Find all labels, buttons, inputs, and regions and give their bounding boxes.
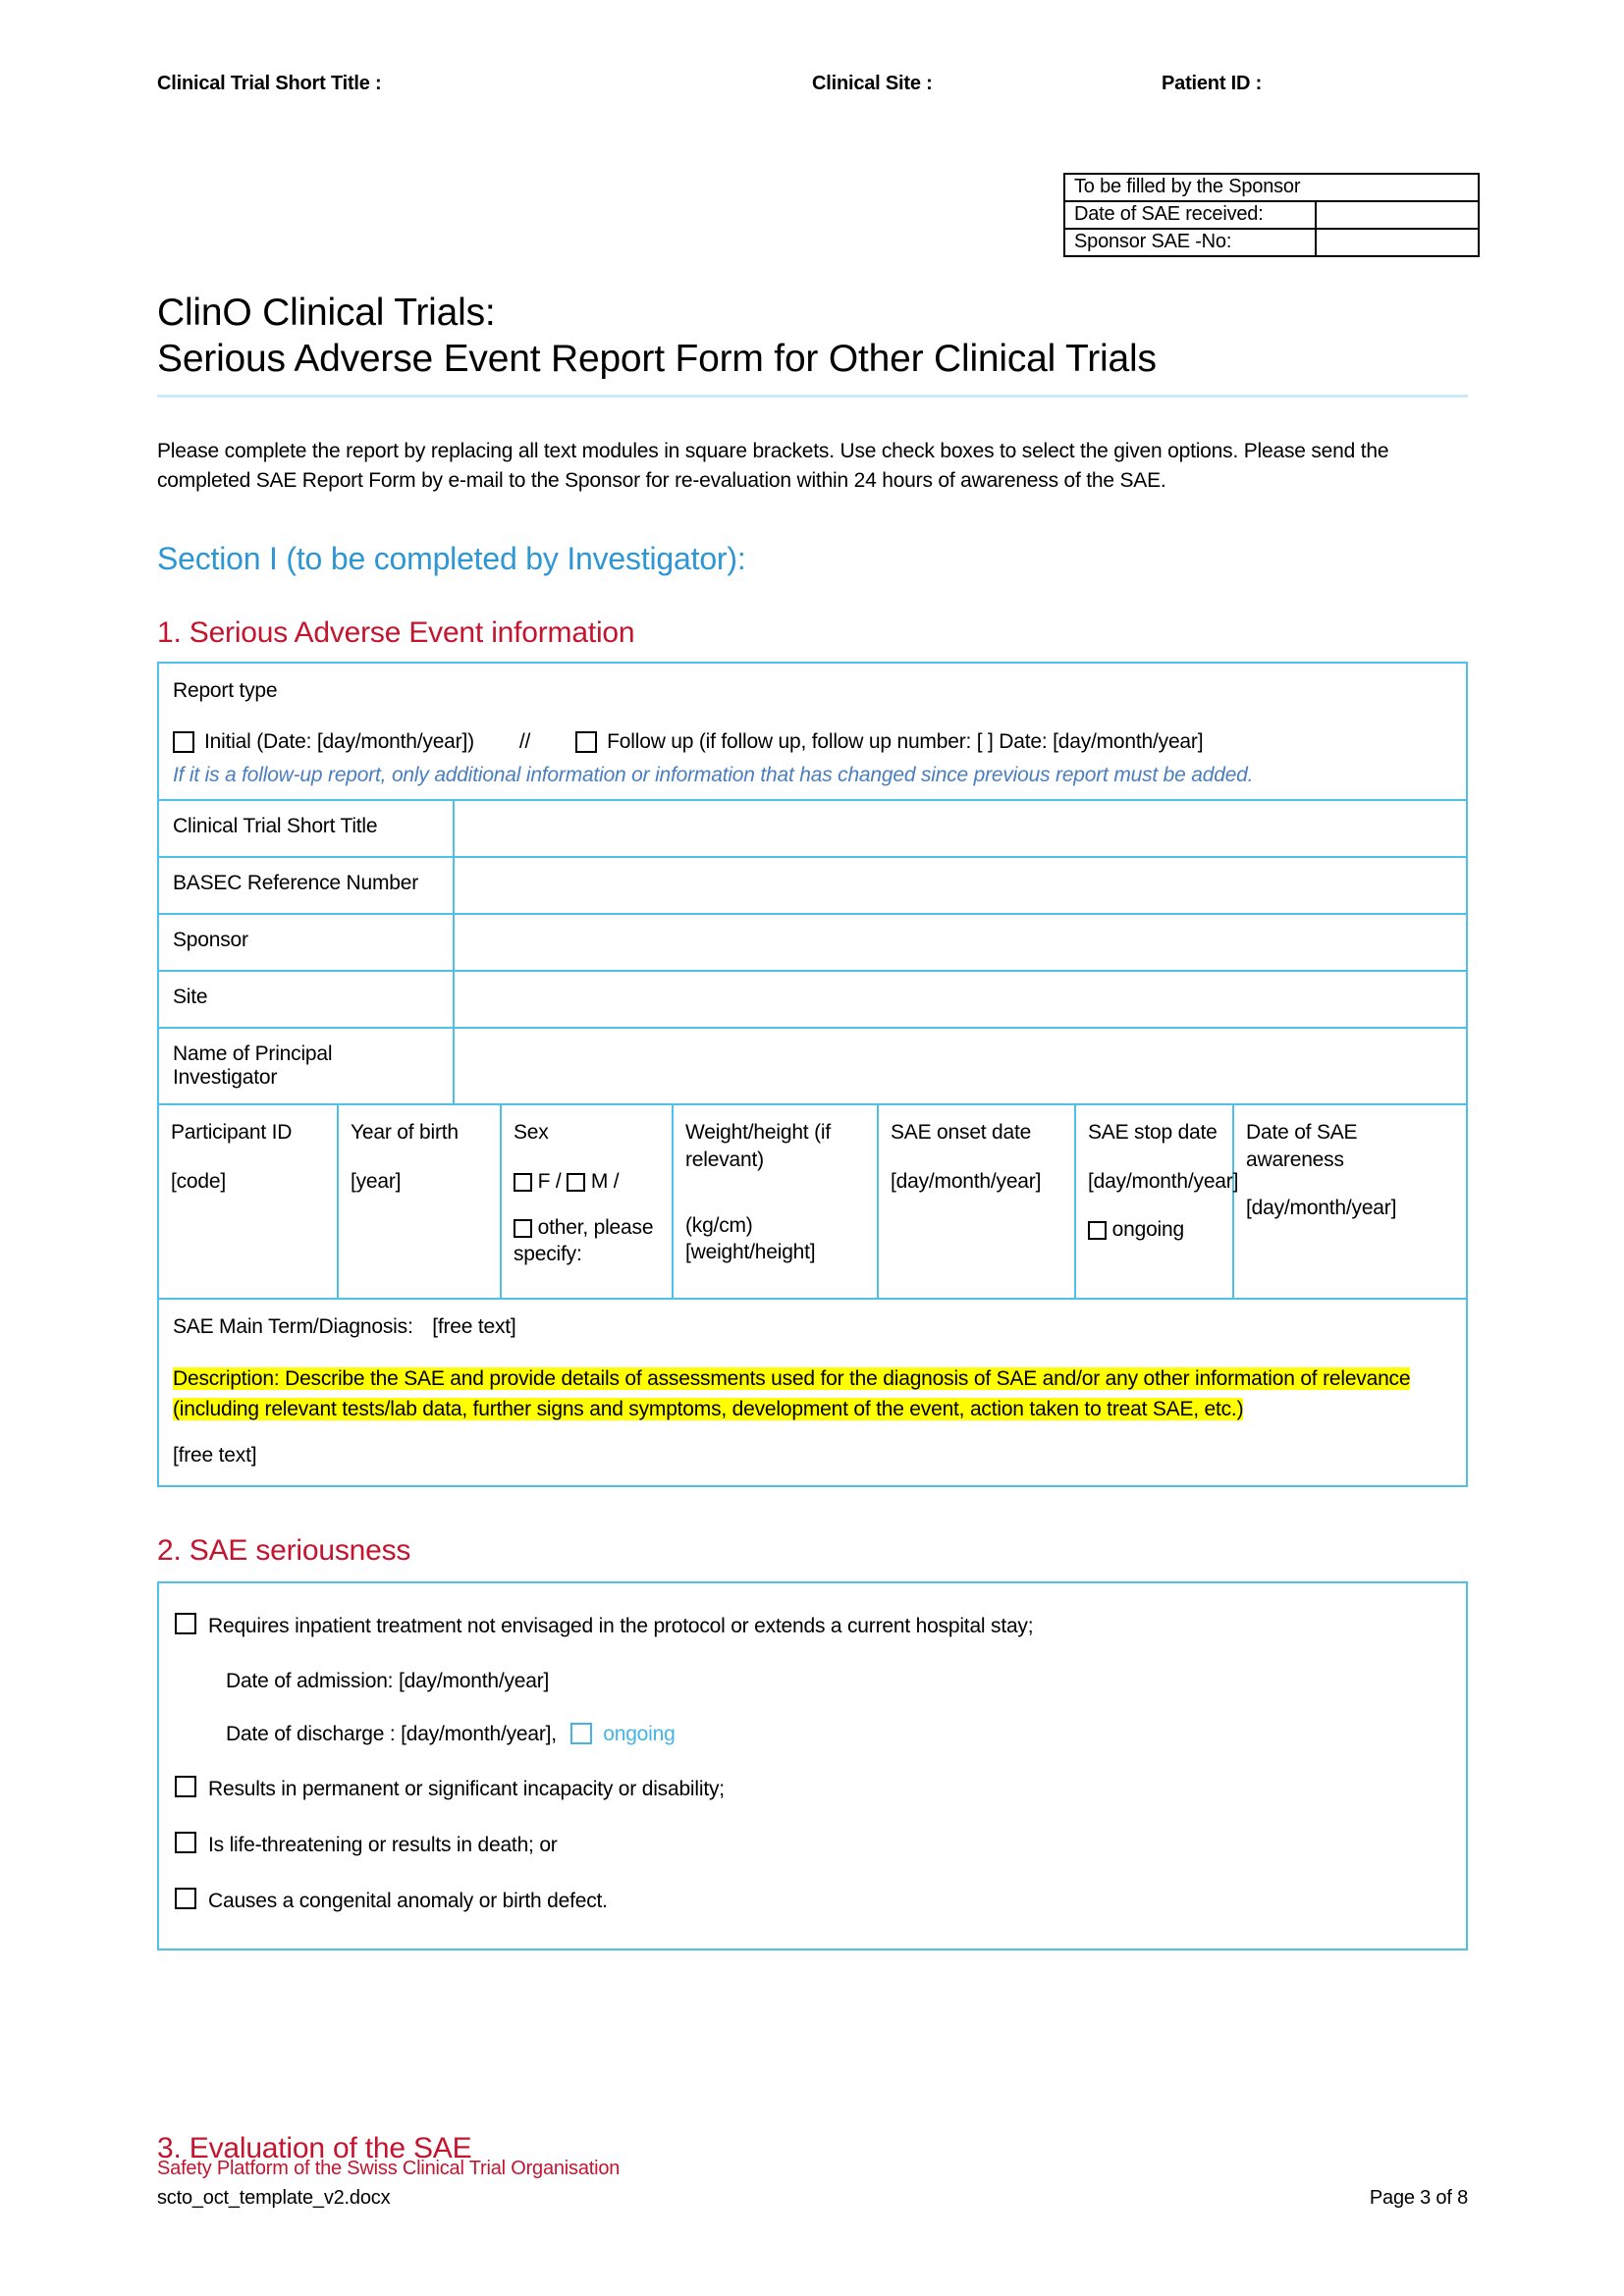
sponsor-sae-no-label: Sponsor SAE -No: bbox=[1064, 229, 1316, 256]
sae-description-highlight: Description: Describe the SAE and provide details of assessments used for the diagnosis of SAE and/or any other information of relevance (including relevant tests/lab data, further signs and symptoms, development of the event, action taken to treat SAE, etc.) bbox=[173, 1367, 1411, 1420]
title-line-1: ClinO Clinical Trials: bbox=[157, 292, 496, 334]
sponsor-field[interactable] bbox=[455, 915, 1466, 970]
participant-details-row bbox=[159, 1103, 1466, 1298]
basec-reference-number-field[interactable] bbox=[455, 858, 1466, 913]
sae-onset-date-cell bbox=[879, 1105, 1076, 1298]
seriousness-option-life-threatening bbox=[175, 1832, 1450, 1858]
congenital-label: Causes a congenital anomaly or birth defect. bbox=[208, 1890, 608, 1913]
discharge-date-label: Date of discharge : [day/month/year], bbox=[226, 1722, 557, 1745]
sex-f-checkbox[interactable] bbox=[514, 1173, 532, 1192]
page-footer bbox=[157, 2158, 1468, 2210]
sae-onset-date-field[interactable]: [day/month/year] bbox=[891, 1169, 1042, 1193]
table-row bbox=[159, 913, 1466, 970]
sae-information-table bbox=[157, 662, 1468, 1487]
initial-option-label: Initial (Date: [day/month/year]) bbox=[204, 730, 474, 754]
discharge-ongoing-checkbox[interactable] bbox=[570, 1723, 592, 1744]
title-line-2: Serious Adverse Event Report Form for Other Clinical Trials bbox=[157, 337, 1157, 380]
heading-sae-seriousness: 2. SAE seriousness bbox=[157, 1534, 411, 1568]
footer-filename: scto_oct_template_v2.docx bbox=[157, 2187, 391, 2209]
congenital-checkbox[interactable] bbox=[175, 1888, 196, 1909]
admission-date-line: Date of admission: [day/month/year] bbox=[226, 1669, 550, 1692]
trial-short-title-label: Clinical Trial Short Title : bbox=[157, 73, 382, 94]
sae-awareness-date-cell bbox=[1234, 1105, 1466, 1298]
year-of-birth-label: Year of birth bbox=[351, 1121, 459, 1145]
intro-paragraph: Please complete the report by replacing all text modules in square brackets. Use check boxes to select the given options. Please send the completed SAE Report Form by e-mail to the Sponsor for re-evaluation within 24 hours of awareness of the SAE. bbox=[157, 439, 1389, 493]
table-row bbox=[159, 856, 1466, 913]
report-type-options bbox=[173, 730, 1452, 754]
heading-sae-evaluation: 3. Evaluation of the SAE bbox=[157, 2131, 472, 2164]
participant-id-cell bbox=[159, 1105, 339, 1298]
heading-sae-information: 1. Serious Adverse Event information bbox=[157, 616, 635, 650]
seriousness-option-congenital bbox=[175, 1888, 1450, 1914]
site-field[interactable] bbox=[455, 972, 1466, 1027]
participant-id-label: Participant ID bbox=[171, 1121, 293, 1145]
footer-page-number: Page 3 of 8 bbox=[1369, 2187, 1468, 2209]
principal-investigator-field[interactable] bbox=[455, 1029, 1466, 1103]
sex-options bbox=[514, 1168, 660, 1195]
sex-label: Sex bbox=[514, 1121, 549, 1145]
clinical-site-label: Clinical Site : bbox=[812, 73, 933, 94]
principal-investigator-row-label: Name of Principal Investigator bbox=[159, 1029, 455, 1103]
disability-checkbox[interactable] bbox=[175, 1776, 196, 1797]
patient-id-label: Patient ID : bbox=[1162, 73, 1263, 94]
weight-height-unit: (kg/cm) bbox=[685, 1214, 753, 1238]
life-threatening-label: Is life-threatening or results in death; or bbox=[208, 1833, 558, 1856]
clinical-trial-short-title-field[interactable] bbox=[455, 801, 1466, 856]
discharge-date-line bbox=[226, 1723, 1450, 1746]
sae-stop-ongoing-checkbox[interactable] bbox=[1088, 1221, 1107, 1240]
sex-f-label: F / bbox=[537, 1169, 562, 1193]
disability-label: Results in permanent or significant incapacity or disability; bbox=[208, 1777, 725, 1800]
initial-checkbox[interactable] bbox=[173, 731, 194, 753]
basec-reference-number-row-label: BASEC Reference Number bbox=[159, 858, 455, 913]
site-row-label: Site bbox=[159, 972, 455, 1027]
year-of-birth-cell bbox=[339, 1105, 502, 1298]
hospitalisation-checkbox[interactable] bbox=[175, 1613, 196, 1634]
sponsor-box-title: To be filled by the Sponsor bbox=[1064, 174, 1479, 201]
follow-up-checkbox[interactable] bbox=[575, 731, 597, 753]
sex-other-option bbox=[514, 1214, 660, 1268]
sae-awareness-date-label: Date of SAE awareness bbox=[1246, 1121, 1358, 1171]
discharge-ongoing-label: ongoing bbox=[603, 1722, 676, 1745]
sex-m-checkbox[interactable] bbox=[567, 1173, 585, 1192]
section-1-header: Section I (to be completed by Investigator): bbox=[157, 541, 746, 577]
page-title bbox=[157, 291, 1468, 383]
seriousness-option-disability bbox=[175, 1776, 1450, 1802]
report-type-label: Report type bbox=[173, 679, 278, 703]
follow-up-option-label: Follow up (if follow up, follow up number: [ ] Date: [day/month/year] bbox=[607, 730, 1204, 754]
sex-m-label: M / bbox=[590, 1169, 620, 1193]
weight-height-label: Weight/height (if relevant) bbox=[685, 1121, 831, 1171]
sae-stop-date-cell bbox=[1076, 1105, 1239, 1298]
participant-id-field[interactable]: [code] bbox=[171, 1169, 227, 1193]
sex-other-checkbox[interactable] bbox=[514, 1219, 532, 1238]
sae-stop-date-field[interactable]: [day/month/year] bbox=[1088, 1169, 1239, 1193]
sae-main-term-row bbox=[159, 1298, 1466, 1485]
sponsor-row-label: Sponsor bbox=[159, 915, 455, 970]
sae-stop-ongoing-label: ongoing bbox=[1111, 1218, 1184, 1242]
sae-stop-date-label: SAE stop date bbox=[1088, 1121, 1218, 1145]
hospitalisation-label: Requires inpatient treatment not envisaged in the protocol or extends a current hospital stay; bbox=[208, 1615, 1034, 1638]
date-sae-received-label: Date of SAE received: bbox=[1064, 201, 1316, 229]
option-separator: // bbox=[518, 730, 531, 754]
sae-seriousness-box bbox=[157, 1581, 1468, 1949]
sae-main-term-line bbox=[173, 1315, 1452, 1339]
sae-awareness-date-field[interactable]: [day/month/year] bbox=[1246, 1197, 1397, 1220]
seriousness-option-hospitalisation bbox=[175, 1613, 1450, 1639]
report-type-row bbox=[159, 664, 1466, 799]
sae-description-field[interactable]: [free text] bbox=[173, 1444, 257, 1468]
follow-up-note: If it is a follow-up report, only additional information or information that has changed since previous report must be added. bbox=[173, 764, 1254, 787]
sex-other-label: other, please specify: bbox=[514, 1216, 654, 1266]
life-threatening-checkbox[interactable] bbox=[175, 1832, 196, 1853]
title-divider bbox=[157, 395, 1468, 398]
table-row bbox=[159, 799, 1466, 856]
sae-description-instruction bbox=[173, 1364, 1452, 1424]
table-row bbox=[159, 1027, 1466, 1103]
year-of-birth-field[interactable]: [year] bbox=[351, 1169, 402, 1193]
clinical-trial-short-title-row-label: Clinical Trial Short Title bbox=[159, 801, 455, 856]
sex-cell bbox=[502, 1105, 674, 1298]
weight-height-field[interactable]: [weight/height] bbox=[685, 1241, 816, 1264]
sae-main-term-label: SAE Main Term/Diagnosis: bbox=[173, 1315, 413, 1339]
footer-organisation: Safety Platform of the Swiss Clinical Trial Organisation bbox=[157, 2158, 621, 2179]
sae-main-term-field[interactable]: [free text] bbox=[432, 1315, 516, 1339]
table-row bbox=[159, 970, 1466, 1027]
sae-onset-date-label: SAE onset date bbox=[891, 1121, 1032, 1145]
weight-height-cell bbox=[674, 1105, 879, 1298]
sae-stop-ongoing-option bbox=[1088, 1216, 1220, 1243]
